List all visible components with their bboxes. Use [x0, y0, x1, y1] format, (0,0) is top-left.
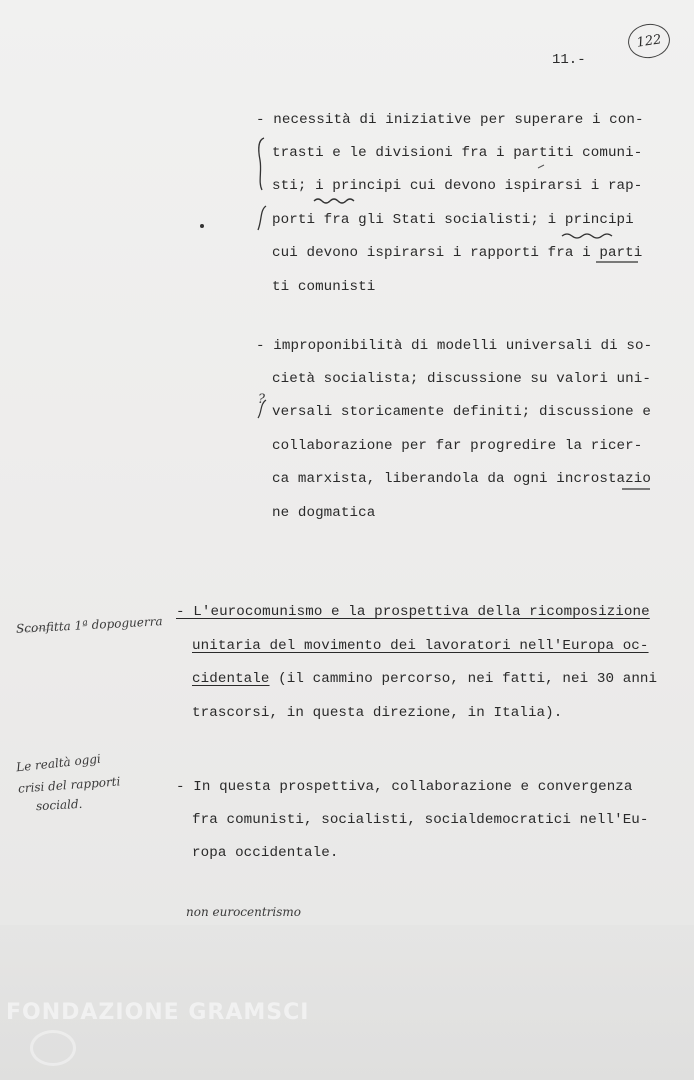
block2-line-2: cietà socialista; discussione su valori uni-	[272, 371, 652, 387]
block3-line-4: trascorsi, in questa direzione, in Italia).	[192, 705, 563, 721]
block3-line-2: unitaria del movimento dei lavoratori nell'Europa oc-	[192, 638, 649, 654]
block2-line-5: ca marxista, liberandola da ogni incrostazio	[272, 471, 652, 487]
tick-mark	[538, 165, 544, 168]
wavy-underline-2	[562, 234, 612, 238]
block1-line-4: porti fra gli Stati socialisti; i principi	[272, 212, 634, 228]
wavy-underline-1	[314, 199, 354, 203]
block2-line-1: - improponibilità di modelli universali di so-	[256, 338, 653, 354]
block3-line-1: - L'eurocomunismo e la prospettiva della ricomposizione	[176, 604, 650, 620]
bracket-mark-3	[258, 400, 266, 418]
bracket-mark-2	[258, 206, 266, 230]
dot-mark	[200, 224, 204, 228]
block1-line-3: sti; i principi cui devono ispirarsi i rap-	[272, 178, 643, 194]
block2-line-3: versali storicamente definiti; discussione e	[272, 404, 652, 420]
block4-line-3: ropa occidentale.	[192, 845, 339, 861]
block1-line-6: ti comunisti	[272, 279, 376, 295]
block1-line-5: cui devono ispirarsi i rapporti fra i parti	[272, 245, 643, 261]
block4-line-2: fra comunisti, socialisti, socialdemocratici nell'Eu-	[192, 812, 649, 828]
block4-line-1: - In questa prospettiva, collaborazione e convergenza	[176, 779, 633, 795]
margin-note-dopoguerra: Sconfitta 1ª dopoguerra	[15, 614, 163, 636]
footer-note-eurocentrismo: non eurocentrismo	[186, 905, 301, 919]
margin-note-realta-line-3: sociald.	[35, 796, 83, 814]
margin-note-realta-line-1: Le realtà oggi	[15, 751, 102, 775]
block1-line-1: - necessità di iniziative per superare i con-	[256, 112, 644, 128]
margin-note-realta-line-2: crisi del rapporti	[17, 774, 121, 796]
circled-stamp-number: 122	[626, 21, 672, 61]
margin-question-mark: ?	[258, 392, 265, 407]
block1-line-2: trasti e le divisioni fra i partiti comuni-	[272, 145, 643, 161]
block3-line-3-rest: (il cammino percorso, nei fatti, nei 30 anni	[269, 671, 658, 687]
page-number: 11.-	[552, 52, 586, 68]
archive-watermark: FONDAZIONE GRAMSCI	[6, 1000, 310, 1025]
block2-line-6: ne dogmatica	[272, 505, 376, 521]
block2-line-4: collaborazione per far progredire la ricer-	[272, 438, 643, 454]
scribble-1	[20, 628, 52, 632]
bracket-mark-1	[259, 138, 264, 190]
block3-line-3-underlined: cidentale	[192, 671, 270, 687]
